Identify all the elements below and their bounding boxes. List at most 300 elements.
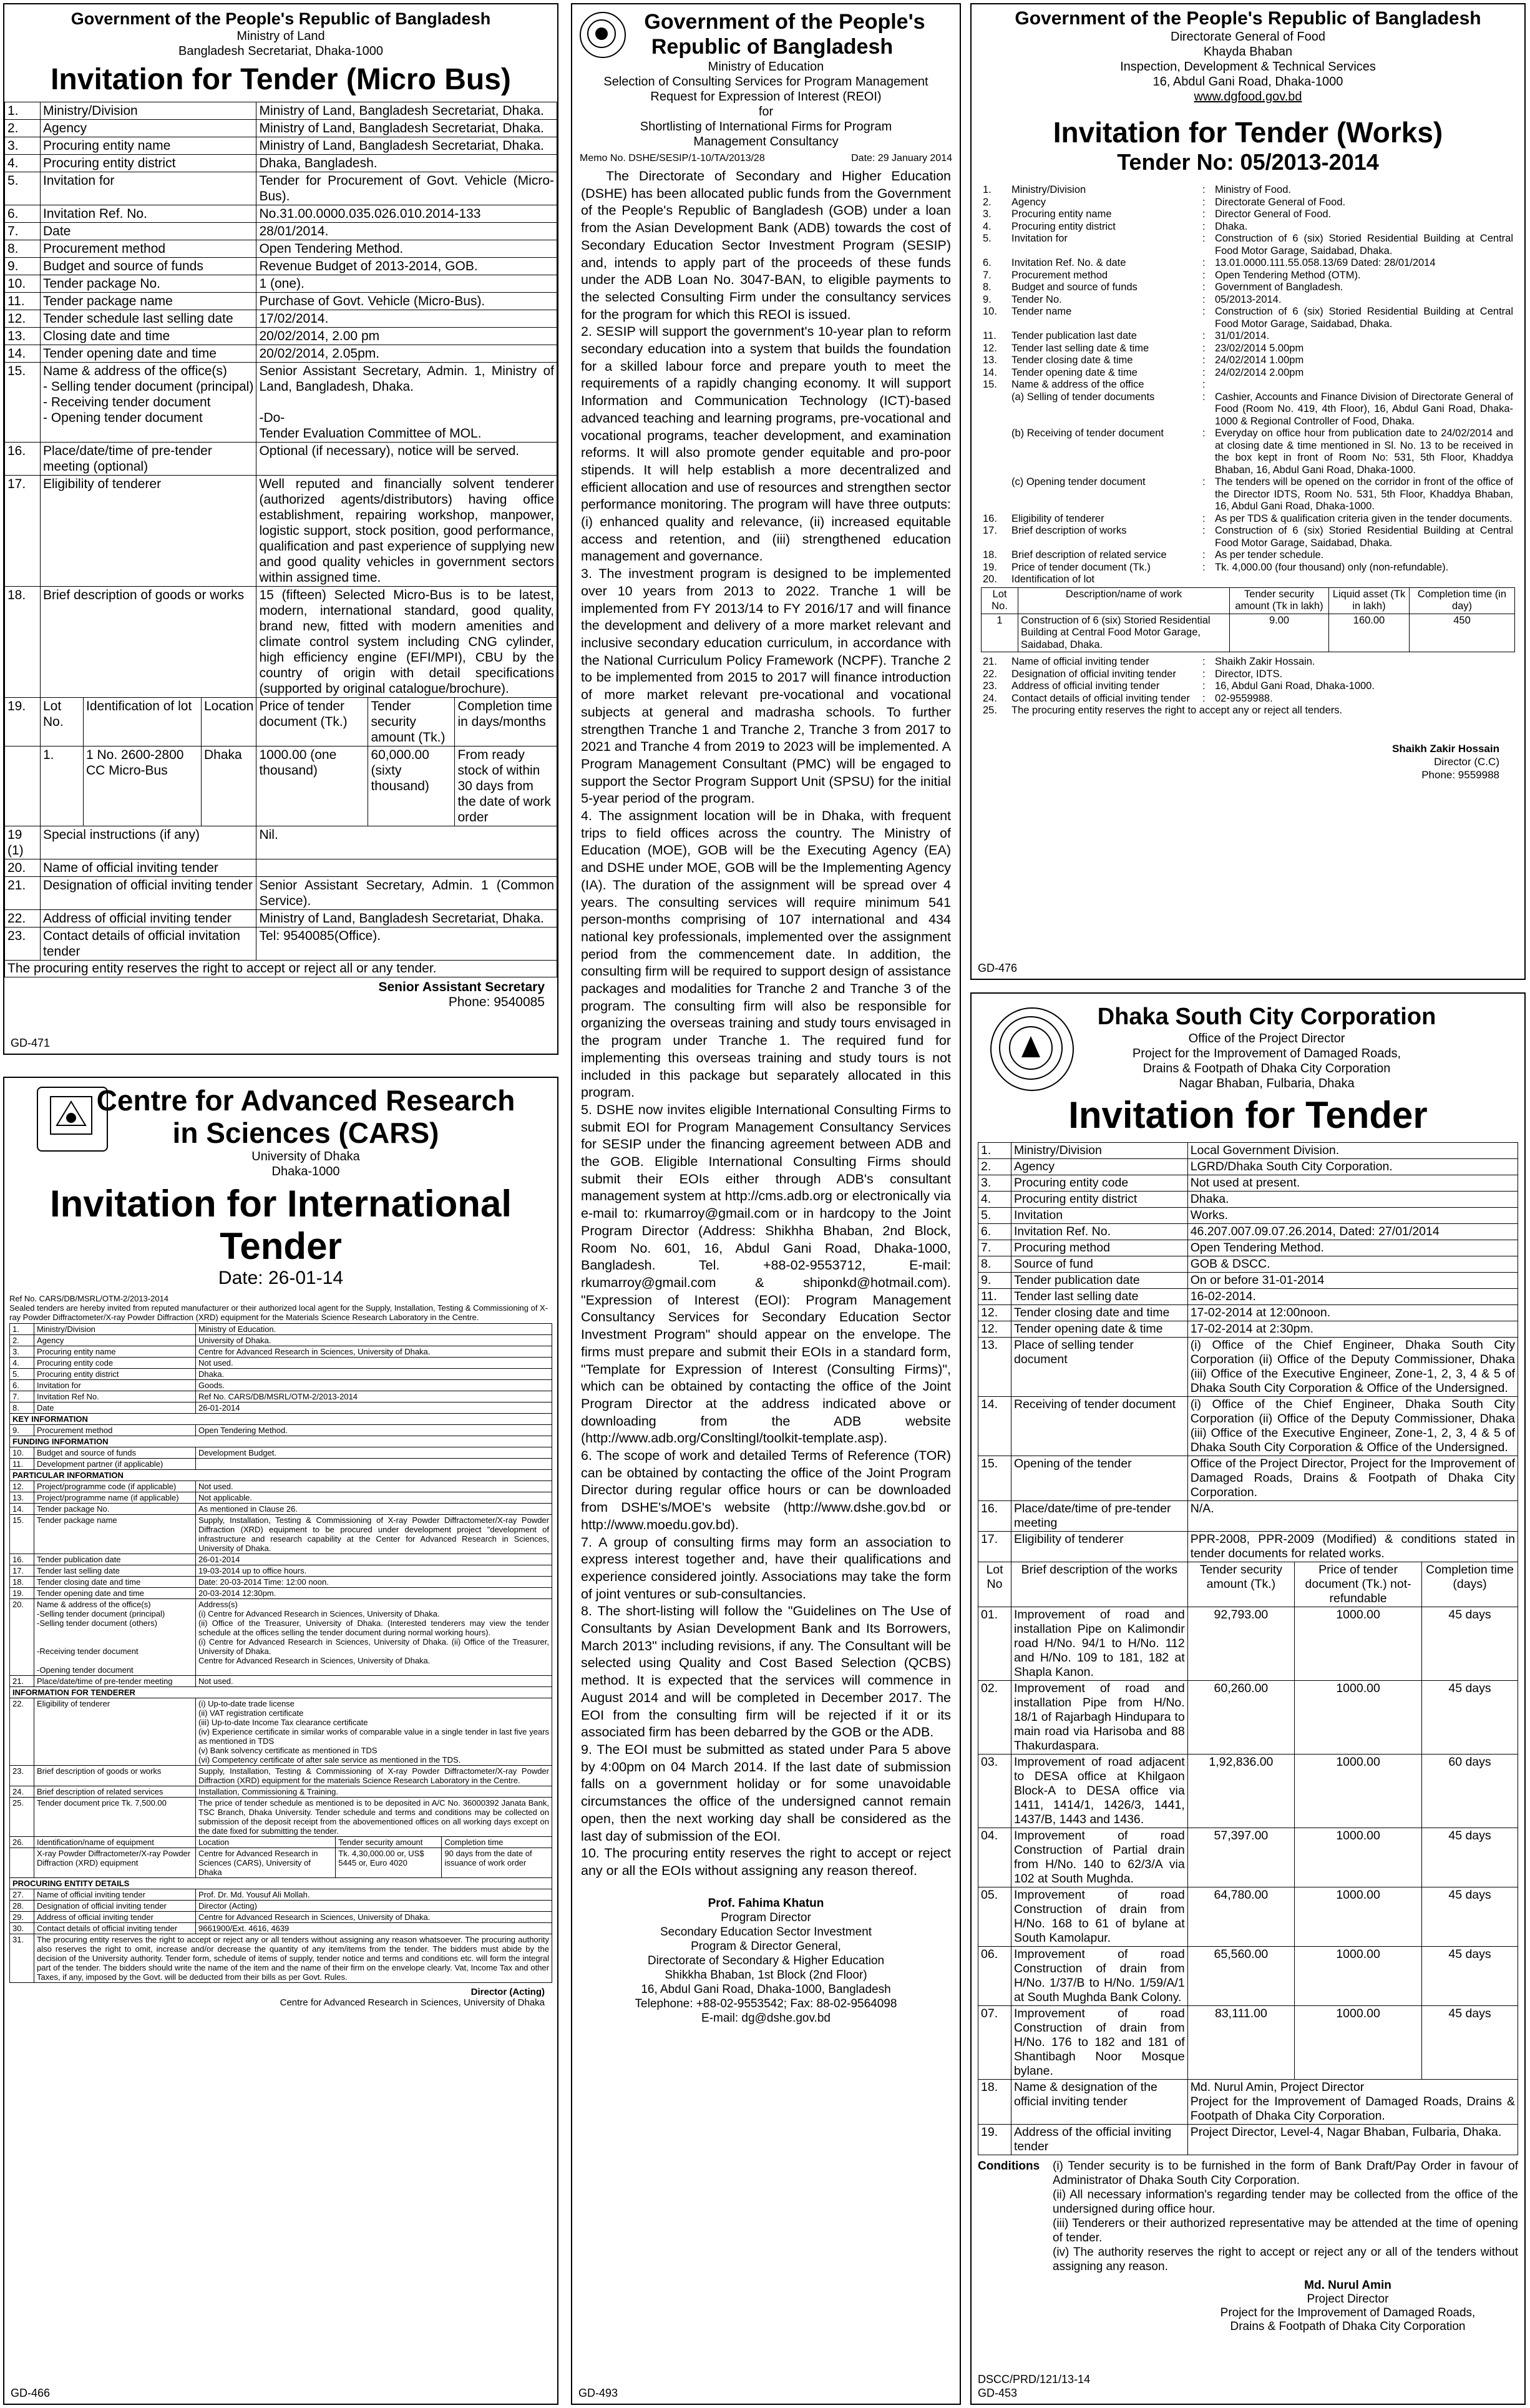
table-cell: : [1202,355,1206,366]
table-cell: Goods. [196,1380,552,1391]
bangladesh-emblem-icon [580,12,626,58]
table-row [10,1698,552,1766]
table-cell: : [1202,668,1206,680]
table-cell: (i) Up-to-date trade license (ii) VAT registration certificate (iii) Up-to-date Income Tax clearance certificate (iv) Experience certificate in similar works of comparable value in a single tender in last five years as mentioned in TDS (v) Bank solvency certificate as mentioned in TDS (vi) Competency certificate of after sale service as mentioned in the TDS. [196,1698,552,1766]
signature-line: Program & Director General, [691,1939,841,1953]
table-cell: 9661900/Ext. 4616, 4639 [196,1923,552,1934]
table-cell: 18. [10,1577,34,1588]
table-cell: PROCURING ENTITY DETAILS [10,1878,552,1889]
table-cell: 7. [10,1391,34,1402]
table-cell: 9. [10,1425,34,1436]
table-cell: Address(s) (i) Centre for Advanced Research in Sciences, University of Dhaka. (ii) Office of the Treasurer, University of Dhaka. (Interested tenderers may view the tender schedule at the offices selling the tender document during normal working hours). (i) Centre for Advanced Research in Sciences, University of Dhaka. (ii) Office of the Treasurer, University of Dhaka. Centre for Advanced Research in Sciences, University of Dhaka. [196,1599,552,1676]
ad2-s5: Management Consultancy [693,135,839,149]
table-row [10,1470,552,1481]
table-cell: 16. [983,512,997,524]
table-cell: 14. [983,366,997,378]
table-row [978,2125,1518,2155]
table-cell: Tk. 4,000.00 (four thousand) only (non-refundable). [1215,561,1449,573]
table-cell [1213,379,1515,391]
table-cell: 9. [978,1273,1011,1289]
table-row [5,155,557,172]
table-cell: 45 days [1422,1828,1518,1887]
table-cell: 22. [983,668,997,680]
table-cell: 9. [5,258,41,275]
ad5-h1: Dhaka South City Corporation [1097,1004,1436,1030]
table-cell: University of Dhaka. [196,1335,552,1346]
table-cell: 65,560.00 [1187,1947,1294,2006]
paragraph: 8. The short-listing will follow the "Guidelines on The Use of Consultants by Asian Development Bank and Its Borrowers, March 2013" including revisions, if any. The Consultant will be selected using Quality and Cost Based Selection (QCBS) method. It is expected that the services will commence in August 2014 and will be completed in December 2017. The EOI from the consulting firm will be rejected if it or its associated firm has been debarred by the GOB or the ADB. [581,1603,951,1740]
paragraph: 3. The investment program is designed to be implemented over 10 years from 2013 to 2022. Tranche 1 will be implemented from FY 2013/14 to FY 2016/17 and will finance the development and delivery of a more market relevant and inclusive secondary education curriculum, in accordance with the National Curriculum Policy Framework (NCPF). Tranche 2 to be implemented from 2015 to 2017 will finance introduction of more market relevant pre-vocational and vocational subjects at general and madrasha schools. To further strengthen Tranche 1 and Tranche 2, Tranche 3 from 2017 to 2021 and Tranche 4 from 2019 to 2023 will be implemented. A Program Management Consultant (PMC) will be engaged to support the Sector Program Support Unit (SPSU) for the initial 5-year period of the program. [581,566,951,806]
table-cell: : [1202,366,1206,378]
paragraph: 7. A group of consulting firms may form an association to express interest together and, have their qualifications and experience considered jointly. Associations may take the form of joint ventures or sub-consultancies. [581,1534,951,1602]
table-cell: Agency [41,120,256,137]
table-cell: 10. [5,275,41,293]
table-cell: 15. [10,1515,34,1554]
table-cell: 19. [983,561,997,573]
table-cell: Location [196,1837,336,1848]
table-cell: Name of official inviting tender [1011,656,1149,667]
table-cell: Identification/name of equipment [34,1837,196,1848]
table-cell: Centre for Advanced Research in Sciences (CARS), University of Dhaka [196,1848,336,1878]
table-cell: Not used at present. [1187,1175,1518,1192]
table-cell: 14. [5,345,41,363]
table-cell: 23. [10,1766,34,1786]
table-cell: 64,780.00 [1187,1887,1294,1947]
table-cell: Name & designation of the official inviting tender [1011,2080,1188,2125]
table-row [981,270,1515,282]
table-cell: 160.00 [1329,614,1410,652]
ad4-title: Invitation for International Tender [49,1183,512,1267]
table-cell: Director, IDTS. [1215,668,1283,680]
condition-item: (i) Tender security is to be furnished in the form of Bank Draft/Pay Order in favour of Administrator of Dhaka South City Corporation. [1053,2160,1518,2187]
table-cell: Procuring entity district [1011,1192,1188,1208]
table-cell: 1 No. 2600-2800 CC Micro-Bus [84,746,202,826]
table-row [978,1192,1518,1208]
table-cell [981,476,1010,513]
signature-line: Phone: 9559988 [1421,768,1499,781]
table-row [981,184,1515,197]
table-cell: Place/date/time of pre-tender meeting (optional) [41,443,256,476]
table-cell: 2. [983,196,992,208]
table-cell: 04. [978,1828,1011,1887]
table-cell: 3. [10,1346,34,1358]
ad4-h2: in Sciences (CARS) [172,1117,439,1149]
table-row [5,258,557,275]
table-cell: (b) Receiving of tender document [1011,428,1164,439]
table-row [5,877,557,910]
table-cell: : [1202,512,1206,524]
table-cell: 07. [978,2006,1011,2080]
table-cell: 21. [983,656,997,667]
signature-line: Shikkha Bhaban, 1st Block (2nd Floor) [665,1968,867,1982]
table-cell: 13. [983,355,997,366]
table-cell: Purchase of Govt. Vehicle (Micro-Bus). [256,293,557,310]
table-cell: Budget and source of funds [34,1447,196,1459]
table-cell: Tender opening date and time [34,1588,196,1599]
table-cell: 03. [978,1755,1011,1828]
table-cell: 18. [983,549,997,560]
table-cell: Designation of official inviting tender [34,1901,196,1912]
table-cell: 10. [983,306,997,317]
table-cell: Tender No. [1011,293,1062,305]
table-cell: Procuring entity district [1011,220,1116,232]
table-cell: KEY INFORMATION [10,1414,552,1425]
table-cell [256,859,557,877]
table-cell: Tender security amount [336,1837,442,1848]
table-cell: Open Tendering Method. [256,240,557,258]
table-cell: 4. [978,1192,1011,1208]
table-cell: Dhaka. [1215,220,1248,232]
table-cell: Senior Assistant Secretary, Admin. 1 (Common Service). [256,877,557,910]
lot-row [978,2006,1518,2080]
table-cell: The procuring entity reserves the right to accept any or reject all tenders. [1011,705,1343,716]
table-row [10,1599,552,1676]
table-cell: 1000.00 [1295,2006,1422,2080]
table-row [981,355,1515,367]
table-cell: No.31.00.0000.035.026.010.2014-133 [256,205,557,223]
table-cell: Source of fund [1011,1256,1188,1273]
ad4-ref: Ref No. CARS/DB/MSRL/OTM-2/2013-2014 [9,1294,169,1303]
table-cell: On or before 31-01-2014 [1187,1273,1518,1289]
table-cell: Md. Nurul Amin, Project Director Project for the Improvement of Damaged Roads, Drains & Footpath of Dhaka City Corporation. [1187,2080,1518,2125]
signature-line: Project for the Improvement of Damaged Roads, [1220,2306,1476,2319]
table-cell: As per TDS & qualification criteria given in the tender documents. [1215,512,1513,524]
table-cell: Director General of Food. [1215,208,1332,220]
lot-row [978,1681,1518,1755]
table-cell: Name & address of the office [1011,379,1144,390]
table-row [10,1515,552,1554]
paragraph: 5. DSHE now invites eligible International Consulting Firms to submit EOI for Program Management Consultancy Services for SESIP under the financing agreement between ADB and the GOB. Eligible International Consulting Firms should submit their EOIs either through ADB's consultant management system at http://cms.adb.org or electronically via e-mail to: rkumarroy@gmail.com or in hardcopy to the Joint Program Director (Address: Shikhha Bhaban, 2nd Block, Room No. 601, 16, Abdul Gani Road, Dhaka-1000, Bangladesh. Tel. +88-02-9553712, E-mail: rkumarroy@gmail.com & shiponkd@hotmail.com). "Expression of Interest (EOI): Program Management Consultancy Services for Secondary Education Sector Investment Program" should appear on the envelope. The firms must prepare and submit their EOIs in a standard form, "Template for Expression of Interest (Consulting Firms)", which can be obtained by contacting the office of the Joint Program Director at the address indicated above or downloading from the ADB website (http://www.adb.org/Consltingl/toolkit-template.asp). [581,1102,951,1446]
table-cell: : [1202,293,1206,305]
table-row [981,656,1515,668]
lot-header [982,587,1515,614]
table-cell: 13.01.0000.111.55.058.13/69 Dated: 28/01/2014 [1215,257,1436,268]
table-row [10,1391,552,1402]
table-cell: : [1202,680,1206,692]
ad3-gov: Government of the People's Republic of Bangladesh [1015,8,1481,29]
table-cell: Not used. [196,1676,552,1687]
table-cell: 5. [978,1208,1011,1224]
table-cell: Not used. [196,1358,552,1369]
table-cell: 45 days [1422,1947,1518,2006]
table-cell: 11. [5,293,41,310]
table-row [10,1889,552,1901]
table-cell: Invitation for [1011,233,1068,244]
table-row [981,330,1515,343]
ad2-memo: Memo No. DSHE/SESIP/1-10/TA/2013/28 [580,153,765,164]
table-row [10,1369,552,1380]
table-row [10,1358,552,1369]
table-cell: 45 days [1422,1681,1518,1755]
table-cell: 27. [10,1889,34,1901]
table-cell: 22. [10,1698,34,1766]
table-cell: Name of official inviting tender [41,859,256,877]
table-cell: 2. [5,120,41,137]
table-cell: 1000.00 (one thousand) [256,746,368,826]
table-row [981,257,1515,270]
table-cell: Agency [1011,1159,1188,1175]
table-cell: Senior Assistant Secretary, Admin. 1, Ministry of Land, Bangladesh, Dhaka. -Do- Tender Evaluation Committee of MOL. [256,363,557,443]
table-cell: Improvement of road and installation Pipe from H/No. 18/1 of Rajarbagh Hindupara to main road via Harisoba and 88 Thakurdaspara. [1011,1681,1188,1755]
ad3-lot-table [981,587,1515,653]
table-cell: : [1202,342,1206,354]
table-cell: Budget and source of funds [41,258,256,275]
table-cell: Tender opening date & time [1011,366,1138,378]
ad2-memo-line [572,149,960,168]
table-row [978,1305,1518,1321]
table-cell: PARTICULAR INFORMATION [10,1470,552,1481]
ad5-h5: Nagar Bhaban, Fulbaria, Dhaka [1179,1077,1355,1090]
ad1-gov: Government of the People's Republic of Bangladesh [71,9,491,28]
ad1-code: GD-471 [11,1037,51,1049]
table-cell: Improvement of road Construction of drain from H/No. 176 to 182 and 181 of Shantibagh Noor Mosque bylane. [1011,2006,1188,2080]
table-cell: Optional (if necessary), notice will be served. [256,443,557,476]
table-cell: Tender publication date [34,1554,196,1565]
table-cell: Tender last selling date & time [1011,342,1149,354]
table-cell: 4. [5,155,41,172]
table-cell: Not applicable. [196,1492,552,1504]
ad4-sig-org: Centre for Advanced Research in Sciences, University of Dhaka [280,1997,545,2008]
table-cell: Closing date and time [41,328,256,345]
table-cell: 23/02/2014 5.00pm [1215,342,1304,354]
table-cell: Agency [34,1335,196,1346]
table-row [5,345,557,363]
ad-dshe-reoi [571,3,961,2405]
table-cell: 16. [978,1501,1011,1532]
table-row [981,680,1515,693]
table-cell: 31/01/2014. [1215,330,1270,341]
lot-header [10,1837,552,1848]
table-cell: 6. [983,257,992,268]
table-row [10,1687,552,1698]
table-cell: Everyday on office hour from publication date to 24/02/2014 and at closing date & time mentioned in Sl. No. 13 to be received in the box kept in front of Room No: 531, 5th Floor, Khaddya Bhaban, 16, Abdul Gani Road, Dhaka-1000. [1215,428,1513,476]
ad3-table [981,184,1515,586]
table-cell: Works. [1187,1208,1518,1224]
ad1-reserve: The procuring entity reserves the right to accept or reject all or any tender. [4,961,557,977]
table-cell: 17. [978,1532,1011,1562]
table-cell: Price of tender document (Tk.) not-refundable [1295,1562,1422,1607]
table-cell: : [1202,196,1206,208]
table-row [978,1240,1518,1256]
table-cell: 26-01-2014 [196,1402,552,1414]
table-cell: 24. [983,692,997,704]
table-cell: Supply, Installation, Testing & Commissioning of X-ray Powder Diffractometer/X-ray Powder Diffraction (XRD) equipment for the materials Science Research Laboratory in the Centre. [196,1766,552,1786]
table-cell: Invitation Ref. No. [1011,1224,1188,1240]
table-cell: Invitation [1011,1208,1188,1224]
table-row [5,137,557,155]
table-cell: 16, Abdul Gani Road, Dhaka-1000. [1215,680,1375,692]
table-cell: Ref No. CARS/DB/MSRL/OTM-2/2013-2014 [196,1391,552,1402]
ad1-ministry: Ministry of Land [236,29,325,43]
table-row [978,1532,1518,1562]
ad4-h1: Centre for Advanced Research [96,1084,515,1117]
table-cell: Description/name of work [1018,587,1230,614]
table-cell: Directorate General of Food. [1215,196,1346,208]
table-cell: Ministry of Land, Bangladesh Secretariat, Dhaka. [256,102,557,120]
table-cell: Place of selling tender document [1011,1338,1188,1397]
table-cell: Address of official inviting tender [41,910,256,927]
table-row [981,668,1515,681]
table-cell: Budget and source of funds [1011,281,1138,293]
signature-line: Program Director [721,1911,811,1924]
signature-line: Telephone: +88-02-9553542; Fax: 88-02-9564098 [635,1997,897,2010]
table-cell: Procurement method [1011,269,1108,281]
table-cell: 16. [10,1554,34,1565]
table-cell: Procurement method [41,240,256,258]
table-cell: Procuring entity name [41,137,256,155]
table-cell: 1 (one). [256,275,557,293]
table-row [10,1436,552,1447]
table-cell: 6. [10,1380,34,1391]
table-cell: Improvement of road and installation Pipe on Kalimondir road H/No. 94/1 to H/No. 112 and H/No. 109 to 181, 182 at Shapla Kanon. [1011,1607,1188,1681]
table-cell: Prof. Dr. Md. Yousuf Ali Mollah. [196,1889,552,1901]
table-cell: : [1202,549,1206,560]
table-cell: Price of tender document (Tk.) [256,698,368,746]
table-row [10,1676,552,1687]
table-cell: 1,92,836.00 [1187,1755,1294,1828]
conditions-list [1053,2159,1518,2274]
table-cell: 01. [978,1607,1011,1681]
table-cell: Place/date/time of pre-tender meeting [34,1676,196,1687]
table-cell: : [1202,233,1206,244]
table-cell: Well reputed and financially solvent tenderer (authorized agents/distributors) having office establishment, repairing workshop, manpower, logistic support, stock position, good performance, qualification and past experience of supplying new and good quality vehicles in government sectors within assigned time. [256,476,557,587]
ad3-web[interactable]: www.dgfood.gov.bd [1194,90,1302,104]
table-cell: Invitation Ref No. [34,1391,196,1402]
table-cell: Tender closing date and time [34,1577,196,1588]
table-cell: Contact details of official inviting tender [1011,692,1190,704]
table-row [5,363,557,443]
table-cell: 1. [5,102,41,120]
table-cell: Tender security amount (Tk.) [1187,1562,1294,1607]
table-row [10,1492,552,1504]
table-cell: Procurement method [34,1425,196,1436]
ad2-body [572,168,960,1880]
table-cell: Improvement of road Construction of drain from H/No. 1/37/B to H/No. 1/59/A/1 at South Mughda Bank Colony. [1011,1947,1188,2006]
lot-header [5,698,557,746]
lot-row [978,1607,1518,1681]
table-cell: 19 (1) [5,826,41,859]
table-row [5,927,557,961]
lot-row [978,1755,1518,1828]
table-cell: From ready stock of within 30 days from the date of work order [455,746,557,826]
table-cell: Government of Bangladesh. [1215,281,1343,293]
table-cell: As mentioned in Clause 26. [196,1504,552,1515]
table-row [5,826,557,859]
table-cell: : [1202,306,1206,317]
table-cell: Opening of the tender [1011,1456,1188,1501]
ad2-signature [572,1896,960,2025]
ad5-conditions [978,2159,1518,2274]
table-cell: 21. [10,1676,34,1687]
table-cell: Eligibility of tenderer [1011,512,1104,524]
table-cell: Liquid asset (Tk in lakh) [1329,587,1410,614]
ad2-code: GD-493 [578,2387,618,2399]
table-row [10,1504,552,1515]
table-cell: Ministry of Food. [1215,184,1291,195]
table-cell: Improvement of road Construction of Partial drain from H/No. 140 to 62/3/A via 102 at South Mughda. [1011,1828,1188,1887]
table-cell: Nil. [256,826,557,859]
table-cell: Tender opening date and time [41,345,256,363]
ad1-address: Bangladesh Secretariat, Dhaka-1000 [178,44,383,58]
table-cell: Tender last selling date [1011,1289,1188,1305]
table-cell: : [1202,391,1206,403]
ad2-s3: for [758,105,774,119]
table-cell: 1000.00 [1295,1828,1422,1887]
table-cell: 45 days [1422,2006,1518,2080]
table-cell: 19. [5,698,41,746]
table-row [5,172,557,205]
table-row [10,1565,552,1577]
table-cell: Tender for Procurement of Govt. Vehicle (Micro-Bus). [256,172,557,205]
table-cell: Brief description of works [1011,525,1127,536]
table-row [10,1481,552,1492]
table-cell: 26-01-2014 [196,1554,552,1565]
paragraph: 10. The procuring entity reserves the right to accept or reject any or all the EOIs without assigning any reason thereof. [581,1846,951,1878]
table-cell: 7. [5,223,41,240]
ad1-title: Invitation for Tender (Micro Bus) [51,63,511,96]
signature-line: Shaikh Zakir Hossain [1392,742,1499,755]
table-cell: 45 days [1422,1887,1518,1947]
table-row [981,513,1515,526]
ad5-h4: Drains & Footpath of Dhaka City Corporation [1143,1062,1391,1075]
condition-item: (iv) The authority reserves the right to accept or reject any or all of the tenders without assigning any reason. [1053,2246,1518,2273]
table-cell: 1000.00 [1295,1887,1422,1947]
table-cell: 1000.00 [1295,1947,1422,2006]
table-cell: Construction of 6 (six) Storied Residential Building at Central Food Motor Garage, Saidabad, Dhaka. [1215,306,1513,330]
table-cell: Project/programme code (if applicable) [34,1481,196,1492]
table-cell: 16. [5,443,41,476]
table-cell: 17. [10,1565,34,1577]
table-cell: 28. [10,1901,34,1912]
table-cell: Not used. [196,1481,552,1492]
table-row [978,1175,1518,1192]
table-row [5,443,557,476]
table-cell: Procuring entity name [1011,208,1112,220]
table-cell: Tender closing date & time [1011,355,1133,366]
table-cell: Completion time in days/months [455,698,557,746]
table-cell: Open Tendering Method. [196,1425,552,1436]
signature-line: Md. Nurul Amin [1304,2279,1391,2292]
table-cell: 60 days [1422,1755,1518,1828]
table-cell: 8. [10,1402,34,1414]
table-row [10,1912,552,1923]
table-cell: Tender last selling date [34,1565,196,1577]
table-cell: Ministry/Division [34,1324,196,1335]
table-cell: Agency [1011,196,1046,208]
table-cell: : [1202,330,1206,341]
ad3-title: Invitation for Tender (Works) [1053,116,1443,149]
table-row [10,1459,552,1470]
lot-row [978,1887,1518,1947]
table-row [978,1321,1518,1338]
table-cell: Lot No [978,1562,1011,1607]
table-cell: Tk. 4,30,000.00 or, US$ 5445 or, Euro 4020 [336,1848,442,1878]
table-cell: Brief description of goods or works [41,587,256,698]
ad1-sig-title: Senior Assistant Secretary [378,980,545,994]
table-cell: Invitation Ref. No. [41,205,256,223]
table-cell: 06. [978,1947,1011,2006]
table-cell: Procuring method [1011,1240,1188,1256]
ad4-h3: University of Dhaka [251,1150,360,1163]
paragraph: 2. SESIP will support the government's 10-year plan to reform secondary education into a system that builds the foundation for a skilled labour force and prepare youth to meet the requirements of a rapidly changing economy. It will support Information and Communication Technology (ICT)-based advanced teaching and learning programs, pre-vocational and vocational programs, teacher development, and examination reforms. It will also promote gender equitable and pro-poor stipends. It will help establish a more decentralized and efficient allocation and use of resources and strengthen sector performance monitoring. The program will have three outputs: (i) enhanced quality and relevance, (ii) increased equitable access and retention, and (iii) strengthened education management and governance. [581,324,951,564]
table-cell: Project Director, Level-4, Nagar Bhaban, Fulbaria, Dhaka. [1187,2125,1518,2155]
table-cell: : [1202,281,1206,293]
paragraph: 6. The scope of work and detailed Terms of Reference (TOR) can be obtained by contacting the office of the Joint Program Director during regular office hours or can be downloaded from DSHE's/MOE's website (http://www.dshe.gov.bd or http://www.moedu.gov.bd). [581,1448,951,1532]
table-cell: Completion time [442,1837,552,1848]
table-cell: : [1202,561,1206,573]
table-cell: 12. [5,310,41,328]
table-row [10,1878,552,1889]
